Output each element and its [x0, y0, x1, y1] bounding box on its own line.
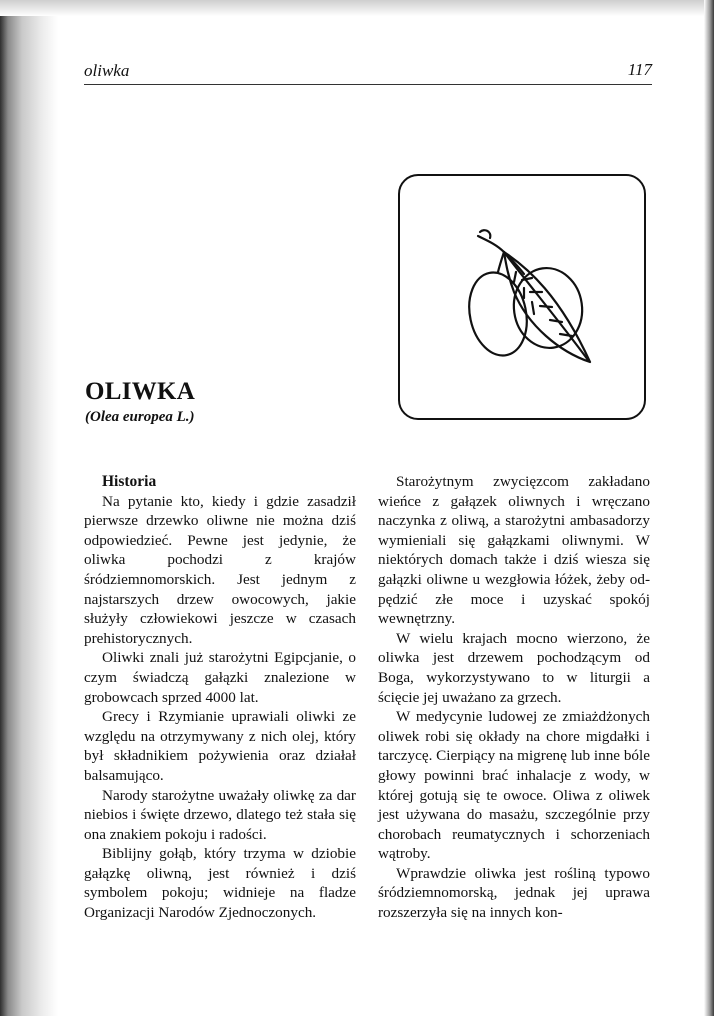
paragraph: Oliwki znali już starożytni Egipcjanie, o czym świadczą gałązki znalezione w grobowcach sprzed 4000 lat.: [84, 649, 356, 706]
paragraph: Grecy i Rzymianie uprawiali oliwki ze względu na otrzymywany z nich olej, który był składnikiem pożywienia oraz działał balsamująco.: [84, 708, 356, 784]
illustration-frame: [398, 174, 646, 420]
running-head: [84, 58, 652, 85]
page-right-edge: [704, 0, 714, 1016]
page-number: 117: [627, 60, 652, 79]
paragraph: Biblijny gołąb, który trzyma w dziobie gałązkę oliwną, jest również i dziś symbolem pokoju; widnieje na fladze Organizacji Narodów Zjednoczonych.: [84, 845, 356, 922]
olive-branch-icon: [400, 176, 648, 422]
paragraph: Starożytnym zwycięzcom zakładano wieńce z gałązek oliwnych i wręczano naczynka z oliwą, a starożytni ambasadorzy wymieniali się gałązkami oliwnymi. W niektórych domach także i dziś wiesza się gałązki oliwne u wezgłowia łóżek, żeby odpędzić złe moce i uzyskać spokój wewnętrzny.: [378, 473, 650, 628]
paragraph: W wielu krajach mocno wierzono, że oliwka jest drzewem pochodzącym od Boga, wykorzystywano to w liturgii a ścięcie jej uważano za grzech.: [378, 629, 650, 706]
latin-name: (Olea europea L.): [85, 409, 195, 425]
paragraph: Wprawdzie oliwka jest rośliną typowo śródziemnomorską, jednak jej uprawa rozszerzyła się na innych kon-: [378, 864, 650, 922]
section-heading-historia: Historia: [102, 473, 157, 490]
paragraph: Na pytanie kto, kiedy i gdzie zasadził pierwsze drzewko oliwne nie można dziś odpowiedzieć. Pewne jest jedynie, że oliwka pochodzi z krajów śródziemnomorskich. Jest jednym z najstarszych drzew owocowych, jakie służyły człowiekowi jeszcze w czasach prehistorycznych.: [84, 492, 356, 647]
paragraph: Narody starożytne uważały oliwkę za dar niebios i święte drzewo, dlatego też stała się ona znakiem pokoju i radości.: [84, 786, 356, 843]
entry-title: OLIWKA: [85, 378, 196, 405]
left-column: [84, 472, 356, 923]
right-column: [378, 472, 650, 923]
book-gutter-shadow: [0, 0, 58, 1016]
running-head-section: oliwka: [84, 61, 130, 80]
paragraph: W medycynie ludowej ze zmiażdżonych oliwek robi się okłady na chore migdałki i tarczycę. Cierpiący na migrenę lub inne bóle głowy powinni brać inhalacje z wody, w której gotują się te owoce. Oliwa z oliwek jest używana do masażu, szczególnie przy chorobach reumatycznych i schorzeniach wątroby.: [378, 708, 650, 863]
page-top-shadow: [0, 0, 714, 16]
